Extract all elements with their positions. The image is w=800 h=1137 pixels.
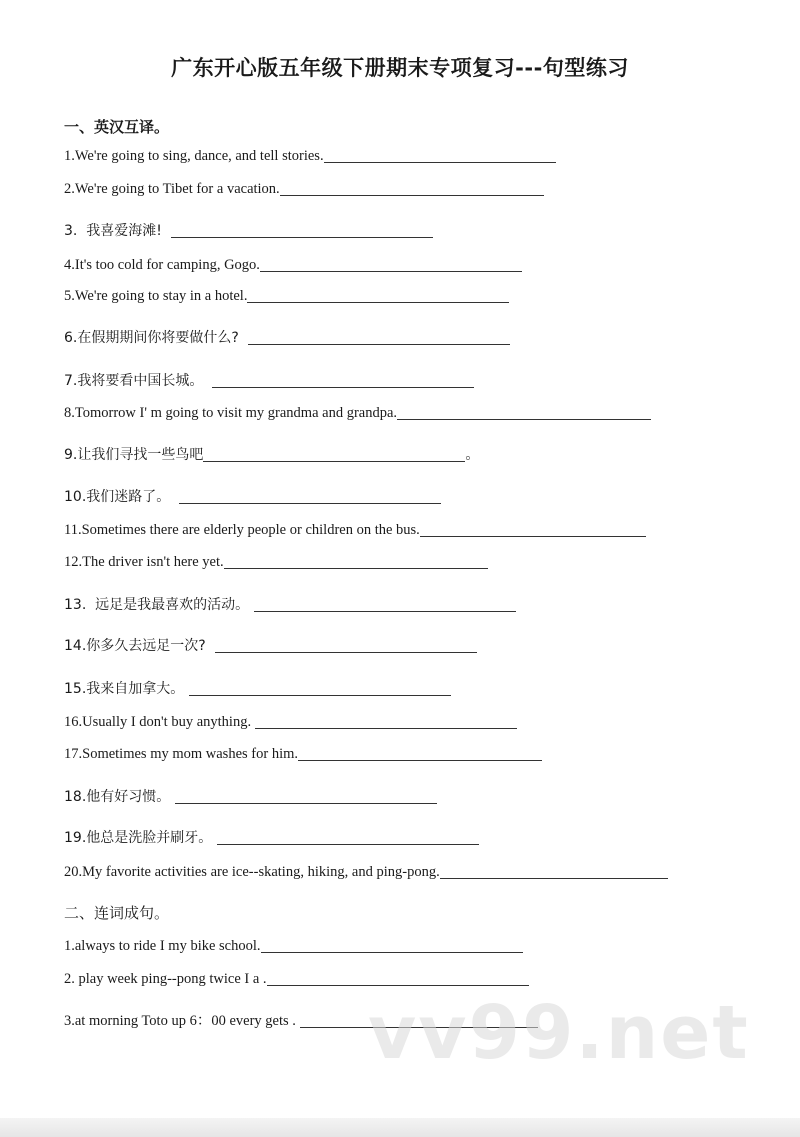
question-text: 3. 我喜爱海滩! <box>64 223 171 239</box>
question-10 <box>64 486 441 506</box>
question-3 <box>64 220 433 240</box>
page-title: 广东开心版五年级下册期末专项复习---句型练习 <box>171 56 629 80</box>
answer-blank[interactable] <box>420 522 646 537</box>
answer-blank[interactable] <box>397 405 651 420</box>
question-9 <box>64 444 479 464</box>
answer-blank[interactable] <box>217 830 479 845</box>
question-17 <box>64 746 542 763</box>
question-4 <box>64 257 522 274</box>
answer-blank[interactable] <box>255 714 517 729</box>
question-text: 19.他总是洗脸并刷牙。 <box>64 830 217 846</box>
answer-blank[interactable] <box>248 330 510 345</box>
answer-blank[interactable] <box>324 148 556 163</box>
answer-blank[interactable] <box>203 447 465 462</box>
answer-blank[interactable] <box>267 971 529 986</box>
question-14 <box>64 635 477 655</box>
question-12 <box>64 554 488 571</box>
question-2 <box>64 181 544 198</box>
answer-blank[interactable] <box>440 864 668 879</box>
question-text: 1.We're going to sing, dance, and tell stories. <box>64 148 324 164</box>
question-8 <box>64 405 651 422</box>
question-text: 6.在假期期间你将要做什么? <box>64 330 248 346</box>
question-text: 4.It's too cold for camping, Gogo. <box>64 257 260 273</box>
question-text: 7.我将要看中国长城。 <box>64 373 213 389</box>
question-text: 5.We're going to stay in a hotel. <box>64 288 248 304</box>
answer-blank[interactable] <box>254 597 516 612</box>
answer-blank[interactable] <box>179 489 441 504</box>
question-5 <box>64 288 509 305</box>
question-7 <box>64 370 474 390</box>
answer-blank[interactable] <box>261 938 523 953</box>
question-16 <box>64 714 517 731</box>
question-text: 12.The driver isn't here yet. <box>64 554 224 570</box>
question-text: 14.你多久去远足一次? <box>64 638 215 654</box>
answer-blank[interactable] <box>280 181 544 196</box>
answer-blank[interactable] <box>171 223 433 238</box>
answer-blank[interactable] <box>215 638 477 653</box>
question-text: 20.My favorite activities are ice--skating, hiking, and ping-pong. <box>64 864 440 880</box>
answer-blank[interactable] <box>260 257 522 272</box>
question-13 <box>64 594 516 614</box>
question-text: 10.我们迷路了。 <box>64 489 180 505</box>
question-text: 2.We're going to Tibet for a vacation. <box>64 181 280 197</box>
watermark-text: vv99.net <box>368 990 750 1076</box>
question-15 <box>64 678 451 698</box>
question-19 <box>64 827 479 847</box>
question-11 <box>64 522 646 539</box>
answer-blank[interactable] <box>298 746 542 761</box>
reorder-question-2 <box>64 971 529 988</box>
question-text: 11.Sometimes there are elderly people or children on the bus. <box>64 522 420 538</box>
section-2-heading: 二、连词成句。 <box>64 904 170 922</box>
page-bottom-edge <box>0 1118 800 1137</box>
reorder-question-1 <box>64 938 523 955</box>
question-text: 15.我来自加拿大。 <box>64 681 189 697</box>
question-1 <box>64 148 556 165</box>
answer-blank[interactable] <box>212 373 474 388</box>
question-text: 16.Usually I don't buy anything. <box>64 714 255 730</box>
question-text: 9.让我们寻找一些鸟吧 <box>64 447 204 463</box>
answer-blank[interactable] <box>175 789 437 804</box>
question-6 <box>64 327 510 347</box>
question-tail: 。 <box>465 447 480 463</box>
question-20 <box>64 864 668 881</box>
question-text: 2. play week ping--pong twice I a . <box>64 971 267 987</box>
question-text: 8.Tomorrow I' m going to visit my grandma and grandpa. <box>64 405 398 421</box>
question-18 <box>64 786 437 806</box>
answer-blank[interactable] <box>224 554 488 569</box>
question-text: 18.他有好习惯。 <box>64 789 175 805</box>
question-text: 1.always to ride I my bike school. <box>64 938 261 954</box>
question-text: 3.at morning Toto up 6：00 every gets . <box>64 1013 300 1029</box>
section-1-heading: 一、英汉互译。 <box>64 118 170 136</box>
question-text: 13. 远足是我最喜欢的活动。 <box>64 597 254 613</box>
answer-blank[interactable] <box>189 681 451 696</box>
answer-blank[interactable] <box>247 288 509 303</box>
question-text: 17.Sometimes my mom washes for him. <box>64 746 298 762</box>
